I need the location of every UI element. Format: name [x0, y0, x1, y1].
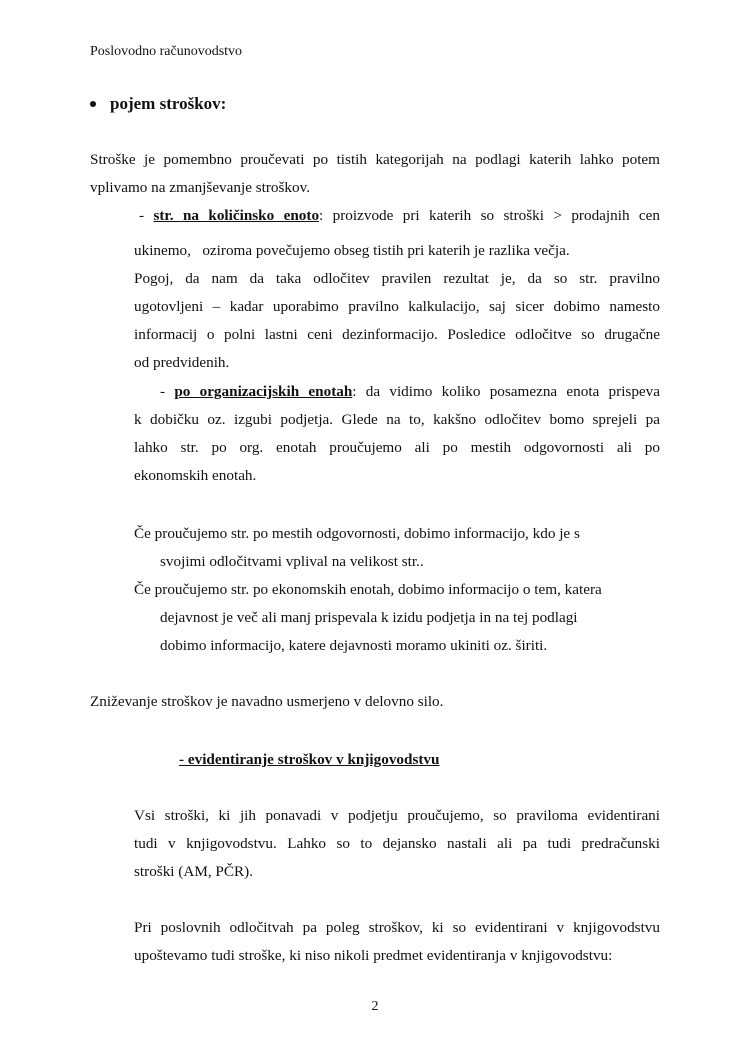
section3-line: dejavnost je več ali manj prispevala k izidu podjetja in na tej podlagi — [160, 609, 578, 626]
page-number: 2 — [371, 999, 379, 1014]
section2-line — [160, 382, 660, 402]
section3-line: svojimi odločitvami vplival na velikost str.. — [160, 553, 424, 570]
section1-line: od predvidenih. — [134, 354, 230, 371]
bullet-icon — [90, 101, 96, 107]
intro-line: vplivamo na zmanjševanje stroškov. — [90, 179, 311, 196]
section-heading — [90, 94, 226, 114]
section2-line: k dobičku oz. izgubi podjetja. Glede na to, kakšno odločitev bomo sprejeli pa — [134, 411, 660, 428]
section1-line: informacij o polni lastni ceni dezinformacijo. Posledice odločitve so drugačne — [134, 326, 660, 343]
section2-prefix: - — [160, 383, 175, 400]
intro-line: Stroške je pomembno proučevati po tistih kategorijah na podlagi katerih lahko potem — [90, 151, 660, 168]
para1-line: Vsi stroški, ki jih ponavadi v podjetju proučujemo, so praviloma evidentirani — [134, 807, 660, 824]
heading-text: pojem stroškov: — [110, 94, 227, 113]
para2-line: upoštevamo tudi stroške, ki niso nikoli predmet evidentiranja v knjigovodstvu: — [134, 947, 613, 964]
section1-rest: : proizvode pri katerih so stroški > prodajnih cen — [319, 207, 661, 224]
section1-term: str. na količinsko enoto — [153, 207, 320, 224]
section2-term: po organizacijskih enotah — [174, 383, 353, 400]
section3-line: Če proučujemo str. po mestih odgovornosti, dobimo informacijo, kdo je s — [134, 525, 580, 542]
section1-line: ukinemo, oziroma povečujemo obseg tistih pri katerih je razlika večja. — [134, 242, 570, 259]
page-header: Poslovodno računovodstvo — [90, 44, 243, 59]
section1-prefix: - — [139, 207, 154, 224]
section3-line: Če proučujemo str. po ekonomskih enotah, dobimo informacijo o tem, katera — [134, 581, 602, 598]
section2-rest: : da vidimo koliko posamezna enota prispeva — [352, 383, 660, 400]
subheading: - evidentiranje stroškov v knjigovodstvu — [179, 751, 440, 768]
section1-line: ugotovljeni – kadar uporabimo pravilno kalkulacijo, saj sicer dobimo namesto — [134, 298, 660, 315]
section2-line: ekonomskih enotah. — [134, 467, 257, 484]
para1-line: tudi v knjigovodstvu. Lahko so to dejansko nastali ali pa tudi predračunski — [134, 835, 660, 852]
section3-line: dobimo informacijo, katere dejavnosti moramo ukiniti oz. širiti. — [160, 637, 548, 654]
para2-line: Pri poslovnih odločitvah pa poleg stroškov, ki so evidentirani v knjigovodstvu — [134, 919, 660, 936]
section2-line: lahko str. po org. enotah proučujemo ali po mestih odgovornosti ali po — [134, 439, 660, 456]
reduction-sentence: Zniževanje stroškov je navadno usmerjeno v delovno silo. — [90, 693, 444, 710]
section1-line — [139, 206, 660, 226]
section1-line: Pogoj, da nam da taka odločitev pravilen rezultat je, da so str. pravilno — [134, 270, 660, 287]
para1-line: stroški (AM, PČR). — [134, 863, 253, 880]
